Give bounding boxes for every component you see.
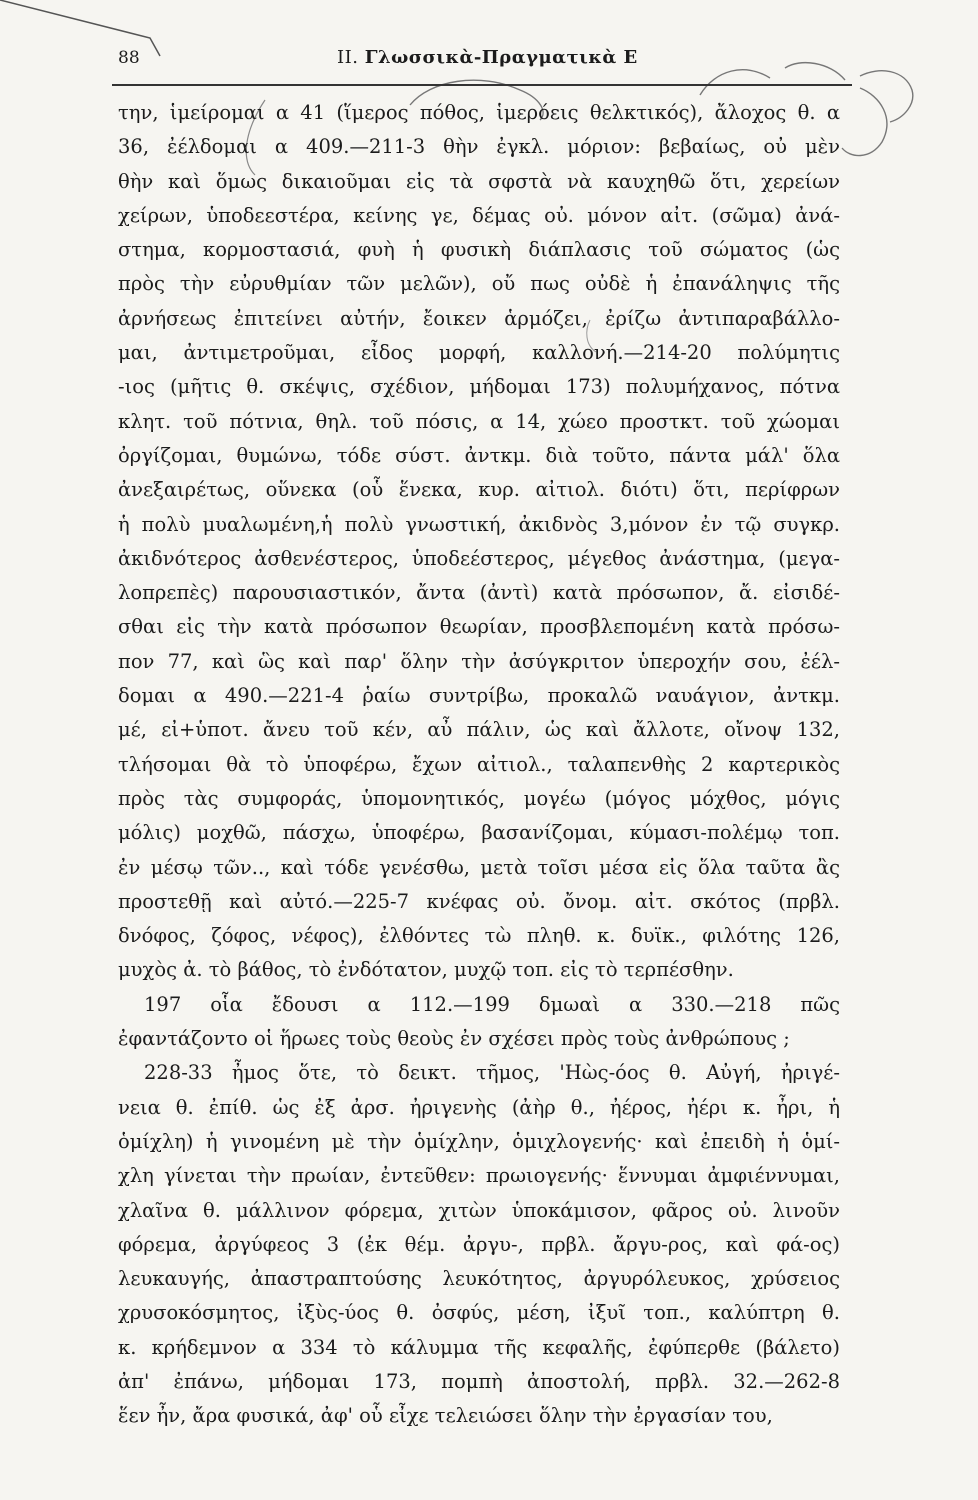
text-line: μυχὸς ἀ. τὸ βάθος, τὸ ἐνδότατον, μυχῷ τοπ. εἰς τὸ τερπέσθην. — [118, 958, 734, 982]
page-number: 88 — [118, 48, 140, 68]
text-line: δνόφος, ζόφος, νέφος), ἐλθόντες τὼ πληθ. κ. δυϊκ., φιλότης 126, — [118, 924, 840, 948]
text-line: ὁμίχλη) ἡ γινομένη μὲ τὴν ὁμίχλην, ὁμιχλογενής· καὶ ἐπειδὴ ἡ ὁμί- — [118, 1129, 840, 1153]
text-line: ἀπ' ἐπάνω, μήδομαι 173, πομπὴ ἀποστολή, πρβλ. 32.—262-8 — [118, 1369, 840, 1393]
text-line: ἐφαντάζοντο οἱ ἥρωες τοὺς θεοὺς ἐν σχέσει πρὸς τοὺς ἀνθρώπους ; — [118, 1027, 790, 1051]
text-line: πρὸς τὴν εὐρυθμίαν τῶν μελῶν), οὔ πως οὐδὲ ἡ ἐπανάληψις τῆς — [118, 272, 840, 296]
text-line: πον 77, καὶ ὣς καὶ παρ' ὅλην τὴν ἀσύγκριτον ὑπεροχήν σου, ἐέλ- — [118, 649, 840, 673]
text-line: μέ, εἰ+ὑποτ. ἄνευ τοῦ κέν, αὖ πάλιν, ὡς καὶ ἄλλοτε, οἴνοψ 132, — [118, 718, 840, 742]
text-line: χρυσοκόσμητος, ἰξὺς-ύος θ. ὀσφύς, μέση, ἰξυῖ τοπ., καλύπτρη θ. — [118, 1301, 840, 1325]
text-line: κλητ. τοῦ πότνια, θηλ. τοῦ πόσις, α 14, χώεο προστκτ. τοῦ χώομαι — [118, 409, 840, 433]
text-line: σθαι εἰς τὴν κατὰ πρόσωπον θεωρίαν, προσβλεπομένη κατὰ πρόσω- — [118, 615, 840, 639]
text-line: κ. κρήδεμνον α 334 τὸ κάλυμμα τῆς κεφαλῆς, ἐφύπερθε (βάλετο) — [118, 1335, 840, 1359]
text-line: μαι, ἀντιμετροῦμαι, εἶδος μορφή, καλλονή.—214-20 πολύμητις — [118, 341, 840, 365]
text-line: λοπρεπὲς) παρουσιαστικόν, ἄντα (ἀντὶ) κατὰ πρόσωπον, ἄ. εἰσιδέ- — [118, 581, 840, 605]
text-line: δομαι α 490.—221-4 ῥαίω συντρίβω, προκαλῶ ναυάγιον, ἀντκμ. — [118, 684, 840, 708]
running-head — [337, 47, 638, 68]
text-line: ἀνεξαιρέτως, οὕνεκα (οὗ ἕνεκα, κυρ. αἰτιολ. διότι) ὅτι, περίφρων — [118, 478, 840, 502]
text-line: φόρεμα, ἀργύφεος 3 (ἐκ θέμ. ἀργυ-, πρβλ. ἄργυ-ρος, καὶ φά-ος) — [118, 1232, 840, 1256]
text-line: τλήσομαι θὰ τὸ ὑποφέρω, ἔχων αἰτιολ., ταλαπενθὴς 2 καρτερικὸς — [118, 752, 840, 776]
text-line: 197 οἷα ἔδουσι α 112.—199 δμωαὶ α 330.—218 πῶς — [144, 992, 840, 1016]
text-line: νεια θ. ἐπίθ. ὡς ἐξ ἀρσ. ἠριγενὴς (ἀὴρ θ., ἠέρος, ἠέρι κ. ἦρι, ἡ — [118, 1095, 840, 1119]
text-line: ἀκιδνότερος ἀσθενέστερος, ὑποδεέστερος, μέγεθος ἀνάστημα, (μεγα- — [118, 546, 840, 570]
text-line: χλη γίνεται τὴν πρωίαν, ἐντεῦθεν: πρωιογενής· ἕννυμαι ἀμφιέννυμαι, — [118, 1164, 840, 1188]
running-head-title: Γλωσσικὰ-Πραγματικὰ Ε — [364, 47, 638, 68]
text-line: πρὸς τὰς συμφοράς, ὑπομονητικός, μογέω (μόγος μόχθος, μόγις — [118, 786, 840, 810]
text-line: ἐν μέσῳ τῶν.., καὶ τόδε γενέσθω, μετὰ τοῖσι μέσα εἰς ὅλα ταῦτα ἂς — [118, 855, 840, 879]
text-line: ἕεν ἦν, ἄρα φυσικά, ἀφ' οὗ εἶχε τελειώσει ὅλην τὴν ἐργασίαν του, — [118, 1404, 773, 1428]
text-line: την, ἱμείρομαι α 41 (ἵμερος πόθος, ἱμερόεις θελκτικός), ἄλοχος θ. α — [118, 101, 840, 124]
page-header — [112, 44, 852, 86]
running-head-prefix: ΙΙ. — [337, 47, 359, 68]
text-line: μόλις) μοχθῶ, πάσχω, ὑποφέρω, βασανίζομαι, κύμασι-πολέμῳ τοπ. — [118, 821, 840, 845]
text-line: ὀργίζομαι, θυμώνω, τόδε σύστ. ἀντκμ. διὰ τοῦτο, πάντα μάλ' ὅλα — [118, 443, 840, 467]
text-line: στημα, κορμοστασιά, φυὴ ἡ φυσικὴ διάπλασις τοῦ σώματος (ὡς — [118, 238, 840, 262]
text-line: ἡ πολὺ μυαλωμένη,ἡ πολὺ γνωστική, ἀκιδνὸς 3,μόνον ἐν τῷ συγκρ. — [118, 512, 840, 536]
text-line: προστεθῇ καὶ αὐτό.—225-7 κνέφας οὐ. ὄνομ. αἰτ. σκότος (πρβλ. — [118, 889, 840, 913]
text-line: 36, ἐέλδομαι α 409.—211-3 θὴν ἐγκλ. μόριον: βεβαίως, οὐ μὲν — [118, 135, 840, 159]
commentary-text — [118, 96, 848, 1434]
text-line: θὴν καὶ ὅμως δικαιοῦμαι εἰς τὰ σφστὰ νὰ καυχηθῶ ὅτι, χερείων — [118, 169, 840, 193]
text-line: χείρων, ὑποδεεστέρα, κείνης γε, δέμας οὐ. μόνον αἰτ. (σῶμα) ἀνά- — [118, 203, 840, 227]
text-line: ἀρνήσεως ἐπιτείνει αὐτήν, ἔοικεν ἁρμόζει, ἐρίζω ἀντιπαραβάλλο- — [118, 306, 840, 330]
text-line: 228-33 ἦμος ὅτε, τὸ δεικτ. τῆμος, 'Ηὼς-όος θ. Αὐγή, ἠριγέ- — [144, 1061, 840, 1085]
text-line: χλαῖνα θ. μάλλινον φόρεμα, χιτὼν ὑποκάμισον, φᾶρος οὐ. λινοῦν — [118, 1198, 840, 1222]
text-line: -ιος (μῆτις θ. σκέψις, σχέδιον, μήδομαι 173) πολυμήχανος, πότνα — [118, 375, 840, 399]
text-line: λευκαυγής, ἀπαστραπτούσης λευκότητος, ἀργυρόλευκος, χρύσειος — [118, 1267, 840, 1291]
